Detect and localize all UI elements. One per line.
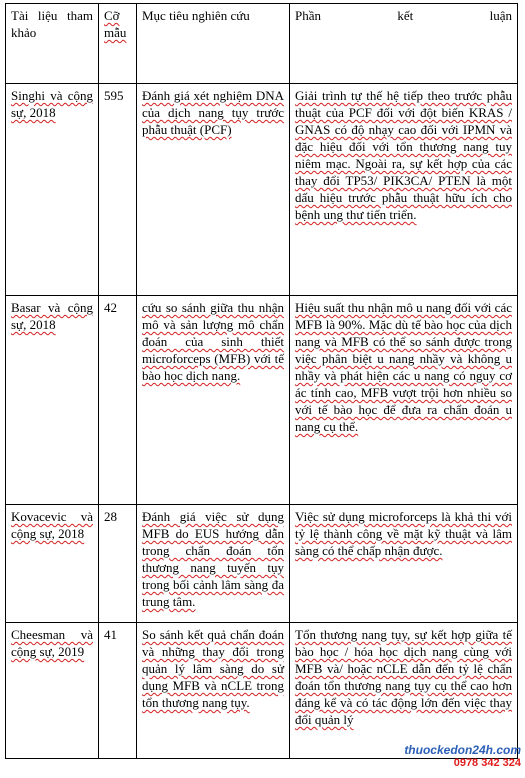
cell-conclusion: Hiệu suất thu nhận mô u nang đối với các MFB là 90%. Mặc dù tế bào học của dịch nang và MFB có thể so sánh được trong việc phân biệt u nang nhầy và không u nhầy và phát hiện các u nang có nguy cơ ác tính cao, MFB vượt trội hơn nhiều so với tế bào học để đưa ra chẩn đoán u nang cụ thể. [290, 296, 518, 505]
watermark-site: thuockedon24h.com [404, 743, 521, 757]
cell-conclusion: Việc sử dụng microforceps là khả thi với tỷ lệ thành công về mặt kỹ thuật và lâm sàng có thể chấp nhận được. [290, 505, 518, 623]
cell-sample-size: 41 [99, 623, 137, 759]
table-row [6, 623, 518, 759]
cell-sample-size: 595 [99, 84, 137, 296]
cell-aim: So sánh kết quả chẩn đoán và những thay đổi trong quản lý lâm sàng do sử dụng MFB và nCLE trong tổn thương nang tụy. [137, 623, 290, 759]
cell-aim: Đánh giá việc sử dụng MFB do EUS hướng dẫn trong chẩn đoán tổn thương nang tuyến tụy trong bối cảnh lâm sàng đa trung tâm. [137, 505, 290, 623]
cell-aim: cứu so sánh giữa thu nhận mô và sản lượng mô chẩn đoán của sinh thiết microforceps (MFB) với tế bào học dịch nang. [137, 296, 290, 505]
table-row [6, 505, 518, 623]
cell-sample-size: 28 [99, 505, 137, 623]
literature-table [5, 3, 518, 759]
watermark-phone: 0978 342 324 [453, 757, 521, 769]
cell-conclusion: Giải trình tự thế hệ tiếp theo trước phẫu thuật của PCF đối với đột biến KRAS / GNAS có độ nhạy cao đối với IPMN và đặc hiệu đối với tổn thương nang tuy niêm mạc. Ngoài ra, sự kết hợp của các thay đổi TP53/ PIK3CA/ PTEN là một dấu hiệu trước phẫu thuật hữu ích cho bệnh ung thư tiến triển. [290, 84, 518, 296]
cell-reference: Kovacevic và cộng sự, 2018 [6, 505, 99, 623]
table-header-row [6, 4, 518, 84]
cell-conclusion: Tổn thương nang tụy, sự kết hợp giữa tế bào học / hóa học dịch nang cùng với MFB và/ hoặc nCLE dẫn đến tỷ lệ chẩn đoán tổn thương nang tụy cụ thể cao hơn đáng kể và có tác động lớn đến việc thay đổi quản lý [290, 623, 518, 759]
table-row [6, 84, 518, 296]
header-sample-size: Cỡ mẫu [99, 4, 137, 84]
cell-sample-size: 42 [99, 296, 137, 505]
table-row [6, 296, 518, 505]
cell-reference: Cheesman và cộng sự, 2019 [6, 623, 99, 759]
header-aim: Mục tiêu nghiên cứu [137, 4, 290, 84]
cell-aim: Đánh giá xét nghiệm DNA của dịch nang tụy trước phẫu thuật (PCF) [137, 84, 290, 296]
header-reference: Tài liệu tham khảo [6, 4, 99, 84]
cell-reference: Singhi và cộng sự, 2018 [6, 84, 99, 296]
watermark [404, 744, 521, 770]
cell-reference: Basar và cộng sự, 2018 [6, 296, 99, 505]
header-conclusion: Phần kết luận [290, 4, 518, 84]
